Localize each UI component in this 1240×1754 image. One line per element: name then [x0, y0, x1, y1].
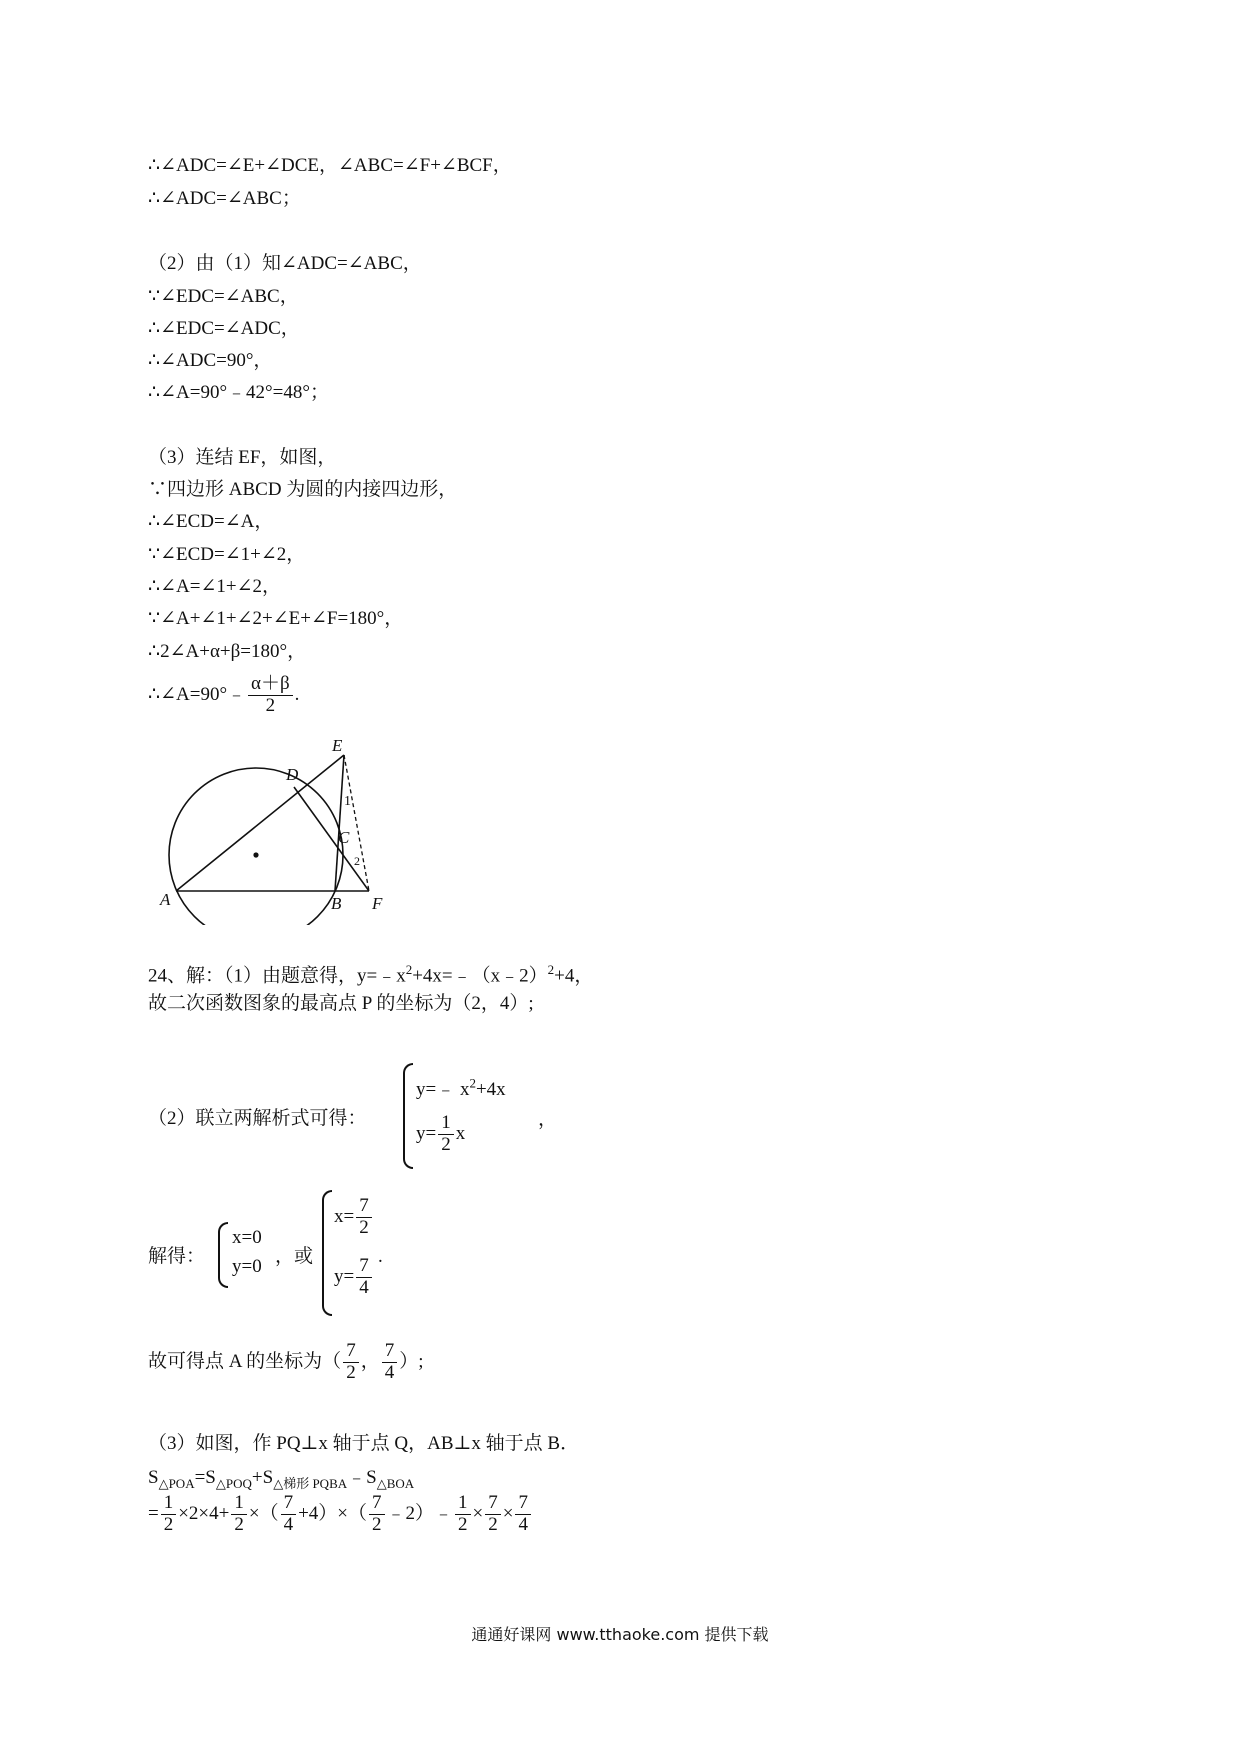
- system-eq1: [416, 1074, 506, 1101]
- text: 24、解：（1）由题意得，y=﹣x: [148, 965, 406, 987]
- denominator: 2: [265, 694, 276, 716]
- system-eq2: [416, 1113, 465, 1156]
- numerator: 1: [161, 1493, 177, 1515]
- text: ×（: [248, 1502, 279, 1524]
- numerator: 7: [382, 1341, 398, 1363]
- text: ×: [502, 1502, 514, 1524]
- text: y=: [334, 1265, 355, 1287]
- label-angle-2: 2: [354, 854, 360, 868]
- text: .: [294, 683, 300, 705]
- equation-brace: [403, 1063, 413, 1169]
- numerator: 7: [485, 1493, 501, 1515]
- exponent: 2: [547, 962, 555, 977]
- fraction: [356, 1196, 372, 1239]
- subscript: △POA: [158, 1475, 195, 1491]
- fraction: [382, 1341, 398, 1384]
- page-footer: 通通好课网 www.tthaoke.com 提供下载: [471, 1625, 769, 1644]
- proof-line: ∴2∠A+α+β=180°，: [148, 641, 307, 662]
- solution1-y: y=0: [232, 1256, 262, 1277]
- denominator: 2: [346, 1361, 356, 1383]
- solution2-x: [334, 1196, 374, 1239]
- proof-line: ∴∠ADC=90°，: [148, 350, 273, 371]
- text: x: [455, 1122, 466, 1144]
- q24-part2-label: （2）联立两解析式可得：: [148, 1108, 367, 1129]
- fraction: [356, 1256, 372, 1299]
- fraction: [438, 1113, 454, 1156]
- text: +S: [251, 1467, 274, 1488]
- denominator: 4: [384, 1361, 395, 1383]
- text: y=: [416, 1122, 437, 1144]
- denominator: 2: [163, 1513, 174, 1535]
- circle-center: [253, 852, 258, 857]
- q24-part3-line1: （3）如图，作 PQ⊥x 轴于点 Q，AB⊥x 轴于点 B．: [148, 1433, 580, 1454]
- text: =S: [194, 1467, 216, 1488]
- exponent: 2: [469, 1075, 476, 1091]
- text: ∴∠A=90°﹣: [148, 683, 247, 705]
- text: +4，: [554, 965, 594, 987]
- proof-line: ∴∠ADC=∠E+∠DCE，∠ABC=∠F+∠BCF，: [148, 155, 512, 176]
- subscript: △POQ: [215, 1475, 252, 1491]
- fraction: [485, 1493, 501, 1536]
- text: ﹣S: [347, 1467, 377, 1488]
- pointA-line: [148, 1341, 423, 1384]
- subscript: △梯形 PQBA: [273, 1475, 348, 1491]
- numerator: 1: [438, 1113, 454, 1135]
- text: +4x: [475, 1079, 506, 1100]
- circle: [169, 768, 343, 925]
- text: S: [148, 1467, 159, 1488]
- label-angle-1: 1: [344, 794, 351, 809]
- comma: ，: [538, 1109, 558, 1130]
- proof-line: ∵∠A+∠1+∠2+∠E+∠F=180°，: [148, 608, 404, 629]
- numerator: 7: [281, 1493, 297, 1515]
- proof-line: ∵∠EDC=∠ABC，: [148, 286, 299, 307]
- text: ×: [472, 1502, 484, 1524]
- text: =: [148, 1502, 159, 1524]
- fraction: [455, 1493, 471, 1536]
- segment-EF-dashed: [344, 755, 369, 891]
- part3-heading: （3）连结 EF，如图，: [148, 447, 337, 468]
- solution2-brace: [322, 1190, 332, 1316]
- area-calculation: [148, 1493, 533, 1536]
- fraction: [369, 1493, 385, 1536]
- numerator: 1: [231, 1493, 247, 1515]
- segment-AE: [176, 755, 344, 891]
- subscript: △BOA: [376, 1475, 415, 1491]
- numerator: 7: [356, 1256, 372, 1278]
- label-E: E: [332, 736, 343, 755]
- solution1-brace: [218, 1222, 228, 1288]
- fraction-alpha-beta: [248, 674, 293, 717]
- solution2-y: [334, 1256, 374, 1299]
- label-C: C: [338, 828, 350, 847]
- denominator: 2: [234, 1513, 244, 1535]
- fraction: [281, 1493, 297, 1536]
- proof-line: ∴∠ADC=∠ABC；: [148, 188, 301, 209]
- part2-heading: （2）由（1）知∠ADC=∠ABC，: [148, 253, 422, 274]
- denominator: 2: [441, 1133, 451, 1155]
- proof-line: ∴∠EDC=∠ADC，: [148, 318, 300, 339]
- label-D: D: [286, 765, 299, 784]
- q24-line2: 故二次函数图象的最高点 P 的坐标为（2，4）;: [148, 993, 534, 1014]
- text: y=﹣ x: [416, 1079, 470, 1100]
- proof-line: ∴∠A=∠1+∠2，: [148, 576, 282, 597]
- numerator: 7: [369, 1493, 385, 1515]
- numerator: α＋β: [248, 674, 293, 696]
- denominator: 2: [372, 1513, 382, 1535]
- proof-line: ∴∠A=90°﹣42°=48°；: [148, 382, 329, 403]
- text: ×2×4+: [178, 1502, 230, 1524]
- text: x=: [334, 1205, 355, 1227]
- solve-label: 解得：: [148, 1246, 206, 1267]
- or-text: ，或: [275, 1246, 314, 1267]
- numerator: 1: [455, 1493, 471, 1515]
- denominator: 2: [488, 1513, 498, 1535]
- solution1-x: x=0: [232, 1227, 262, 1248]
- text: 故可得点 A 的坐标为（: [148, 1350, 342, 1372]
- proof-line-fraction: [148, 674, 299, 717]
- fraction: [161, 1493, 177, 1536]
- text: ）;: [399, 1350, 424, 1372]
- exponent: 2: [405, 962, 413, 977]
- numerator: 7: [356, 1196, 372, 1218]
- text: ，: [360, 1350, 380, 1372]
- circle-quadrilateral-figure: [148, 735, 408, 925]
- proof-line: ∴∠ECD=∠A，: [148, 511, 274, 532]
- fraction: [231, 1493, 247, 1536]
- label-B: B: [331, 894, 342, 913]
- proof-line: ∵四边形 ABCD 为圆的内接四边形，: [148, 479, 458, 500]
- proof-line: ∵∠ECD=∠1+∠2，: [148, 544, 306, 565]
- denominator: 2: [458, 1513, 468, 1535]
- numerator: 7: [515, 1493, 531, 1515]
- text: ﹣2）﹣: [386, 1502, 454, 1524]
- segment-DF: [294, 787, 369, 891]
- fraction: [515, 1493, 531, 1536]
- label-F: F: [372, 894, 383, 913]
- q24-line1: [148, 958, 593, 988]
- period: .: [378, 1246, 383, 1267]
- text: +4）×（: [298, 1502, 368, 1524]
- text: +4x=﹣（x﹣2）: [412, 965, 548, 987]
- fraction: [343, 1341, 359, 1384]
- denominator: 2: [359, 1216, 369, 1238]
- label-A: A: [160, 890, 171, 909]
- denominator: 4: [283, 1513, 294, 1535]
- denominator: 4: [518, 1513, 528, 1535]
- numerator: 7: [343, 1341, 359, 1363]
- denominator: 4: [359, 1276, 369, 1298]
